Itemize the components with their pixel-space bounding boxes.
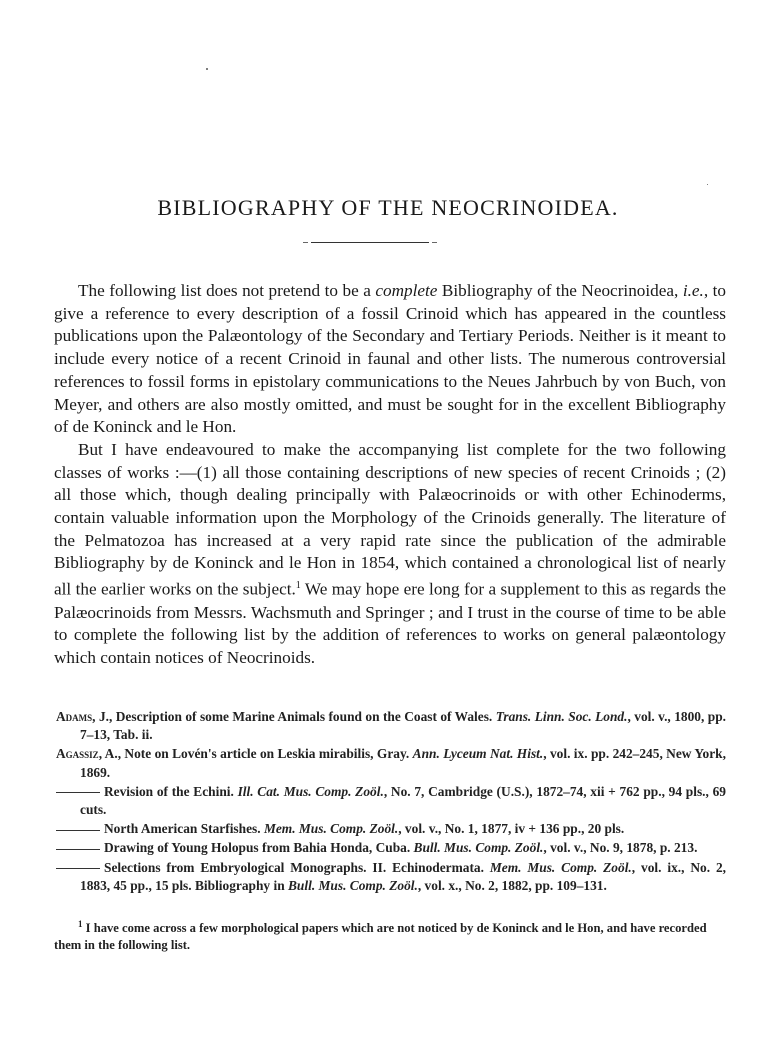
page-speck — [707, 184, 708, 185]
entry-text: , A., Note on Lovén's article on Leskia mirabilis, Gray. — [98, 746, 413, 762]
entry-text: , No. 7, Cambridge (U.S.), 1872–74, xii + 762 pp., 94 pls., 69 cuts. — [80, 783, 726, 818]
footnote-text: I have come across a few morphological papers which are not noticed by de Koninck and le Hon, and have recorded them in the following list. — [54, 921, 707, 953]
footnote — [54, 916, 726, 954]
bibliography-entry — [54, 783, 726, 819]
entry-text: Selections from Embryological Monographs. II. Echinodermata. — [104, 859, 490, 875]
intro-paragraph-1 — [54, 280, 726, 439]
intro-p2-text: We may hope ere long for a supplement to this as regards the Palæocrinoids from Messrs. Wachsmuth and Springer ; and I trust in the course of time to be able to complete the following list by the addition of references to works on general palæontology which contain notices of Neocrinoids. — [54, 579, 726, 667]
entry-text: , vol. ix. pp. 242–245, New York, 1869. — [80, 746, 726, 780]
entry-author: Adams — [56, 709, 93, 724]
entry-text: , vol. v., 1800, pp. 7–13, Tab. ii. — [80, 709, 726, 743]
title-divider — [311, 242, 429, 243]
entry-author: Agassiz — [56, 746, 99, 762]
ditto-dash — [56, 868, 100, 869]
entry-text: , J., Description of some Marine Animals found on the Coast of Wales. — [92, 709, 496, 724]
bibliography-list — [54, 708, 726, 896]
intro-p2-text: But I have endeavoured to make the accompanying list complete for the two following classes of works :—(1) all those containing descriptions of new species of recent Crinoids ; (2) all those which, though dealing principally with Palæocrinoids or with other Echinoderms, contain valuable information upon the Morphology of the Crinoids generally. The literature of the Pelmatozoa has increased at a very rapid rate since the publication of the admirable Bibliography by de Koninck and le Hon in 1854, which contained a chronological list of nearly all the earlier works on the subject. — [54, 439, 726, 599]
intro-p1-ie: i.e. — [682, 281, 704, 300]
entry-journal: Mem. Mus. Comp. Zoöl. — [489, 859, 632, 875]
entry-text: Revision of the Echini. — [104, 783, 238, 799]
bibliography-entry — [54, 839, 726, 857]
bibliography-entry — [54, 708, 726, 744]
entry-journal: Trans. Linn. Soc. Lond. — [495, 709, 628, 724]
entry-text: , vol. x., No. 2, 1882, pp. 109–131. — [417, 877, 607, 893]
ditto-dash — [56, 792, 100, 793]
footnote-reference: 1 — [295, 580, 301, 592]
page-speck — [206, 68, 208, 70]
entry-text: North American Starfishes. — [104, 821, 264, 837]
intro-text — [54, 280, 726, 670]
intro-paragraph-2 — [54, 439, 726, 670]
entry-text: , vol. v., No. 9, 1878, p. 213. — [543, 840, 698, 856]
entry-journal: Bull. Mus. Comp. Zoöl. — [288, 877, 418, 893]
bibliography-entry — [54, 820, 726, 838]
ditto-dash — [56, 830, 100, 831]
bibliography-entry — [54, 859, 726, 895]
ditto-dash — [56, 849, 100, 850]
intro-p1-text: , to give a reference to every description of a fossil Crinoid which has appeared in the countless publications upon the Palæontology of the Secondary and Tertiary Periods. Neither is it meant to include every notice of a recent Crinoid in faunal and other lists. The numerous controversial references to fossil forms in epistolary communications to the Neues Jahrbuch by von Buch, von Meyer, and others are also mostly omitted, and must be sought for in the excellent Bibliography of de Koninck and le Hon. — [54, 281, 726, 437]
intro-p1-text: The following list does not pretend to be a — [78, 281, 376, 300]
intro-p1-emphasis: complete — [375, 281, 438, 300]
entry-journal: Ill. Cat. Mus. Comp. Zoöl. — [237, 783, 384, 799]
entry-journal: Ann. Lyceum Nat. Hist. — [412, 746, 544, 762]
bibliography-entry — [54, 745, 726, 781]
entry-text: Drawing of Young Holopus from Bahia Honda, Cuba. — [104, 840, 414, 856]
page-title: BIBLIOGRAPHY OF THE NEOCRINOIDEA. — [157, 194, 619, 220]
entry-journal: Bull. Mus. Comp. Zoöl. — [413, 840, 544, 856]
intro-p1-text: Bibliography of the Neocrinoidea, — [437, 281, 683, 300]
entry-text: , vol. ix., No. 2, 1883, 45 pp., 15 pls. Bibliography in — [80, 859, 726, 893]
footnote-mark: 1 — [78, 919, 83, 929]
entry-text: , vol. v., No. 1, 1877, iv + 136 pp., 20 pls. — [398, 821, 625, 837]
entry-journal: Mem. Mus. Comp. Zoöl. — [263, 821, 399, 837]
